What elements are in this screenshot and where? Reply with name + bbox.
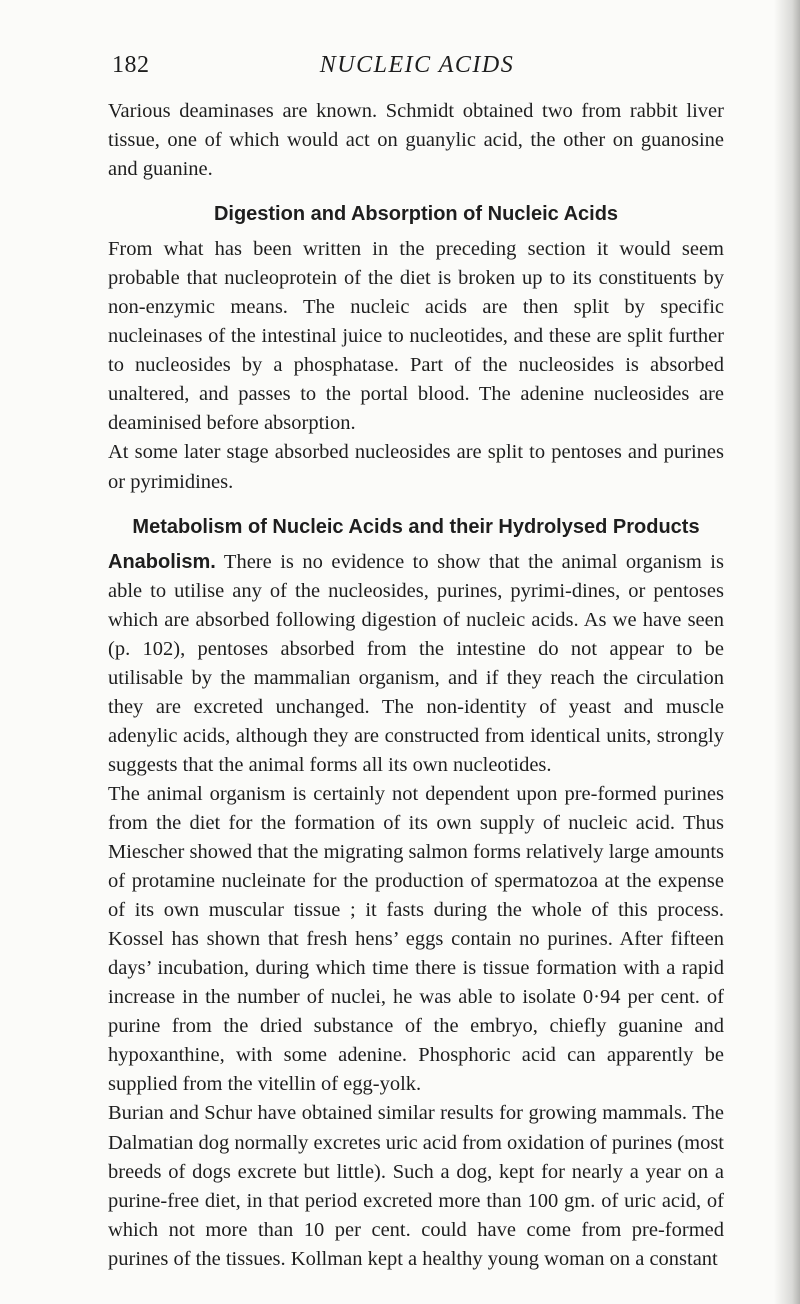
section-heading-metabolism: Metabolism of Nucleic Acids and their Hydrolysed Products <box>132 515 700 538</box>
paragraph-later-stage: At some later stage absorbed nucleosides are split to pentoses and purines or pyrimidines. <box>108 441 724 493</box>
paragraph-anabolism-text: There is no evidence to show that the animal organism is able to utilise any of the nucleosides, purines, pyrimi-dines, or pentoses which are absorbed following digestion of nucleic acids. As we have seen (p. 102), pentoses absorbed from the intestine do not appear to be utilisable by the mammalian organism, and if they reach the circulation they are excreted unchanged. The non-identity of yeast and muscle adenylic acids, although they are constructed from identical units, strongly suggests that the animal forms all its own nucleotides. <box>108 550 724 776</box>
page-edge-shadow <box>774 0 800 1304</box>
run-in-heading-anabolism: Anabolism. <box>108 550 216 573</box>
paragraph-preformed-purines: The animal organism is certainly not dependent upon pre-formed purines from the diet for the formation of its own supply of nucleic acid. Thus Miescher showed that the migrating salmon forms relatively large amounts of protamine nucleinate for the production of spermatozoa at the expense of its own muscular tissue ; it fasts during the whole of this process. Kossel has shown that fresh hens’ eggs contain no purines. After fifteen days’ incubation, during which time there is tissue formation with a rapid increase in the number of nuclei, he was able to isolate 0·94 per cent. of purine from the dried substance of the embryo, chiefly guanine and hypoxanthine, with some adenine. Phosphoric acid can apparently be supplied from the vitellin of egg-yolk. <box>108 782 724 1096</box>
paragraph-digestion: From what has been written in the preceding section it would seem probable that nucleoprotein of the diet is broken up to its constituents by non-enzymic means. The nucleic acids are then split by specific nucleinases of the intestinal juice to nucleotides, and these are split further to nucleosides by a phosphatase. Part of the nucleosides is absorbed unaltered, and passes to the portal blood. The adenine nucleosides are deaminised before absorption. <box>108 238 724 435</box>
running-title: NUCLEIC ACIDS <box>319 52 515 78</box>
paragraph-burian-schur: Burian and Schur have obtained similar results for growing mammals. The Dalmatian dog normally excretes uric acid from oxidation of purines (most breeds of dogs excrete but little). Such a dog, kept for nearly a year on a purine-free diet, in that period excreted more than 100 gm. of uric acid, of which not more than 10 per cent. could have come from pre-formed purines of the tissues. Kollman kept a healthy young woman on a constant <box>108 1102 724 1270</box>
page-header <box>112 52 722 92</box>
body-text <box>108 97 724 1274</box>
section-heading-digestion: Digestion and Absorption of Nucleic Acids <box>213 203 619 226</box>
paragraph-deaminases: Various deaminases are known. Schmidt obtained two from rabbit liver tissue, one of which would act on guanylic acid, the other on guanosine and guanine. <box>108 100 724 181</box>
paragraph-anabolism <box>108 548 724 780</box>
page-number: 182 <box>112 52 150 78</box>
